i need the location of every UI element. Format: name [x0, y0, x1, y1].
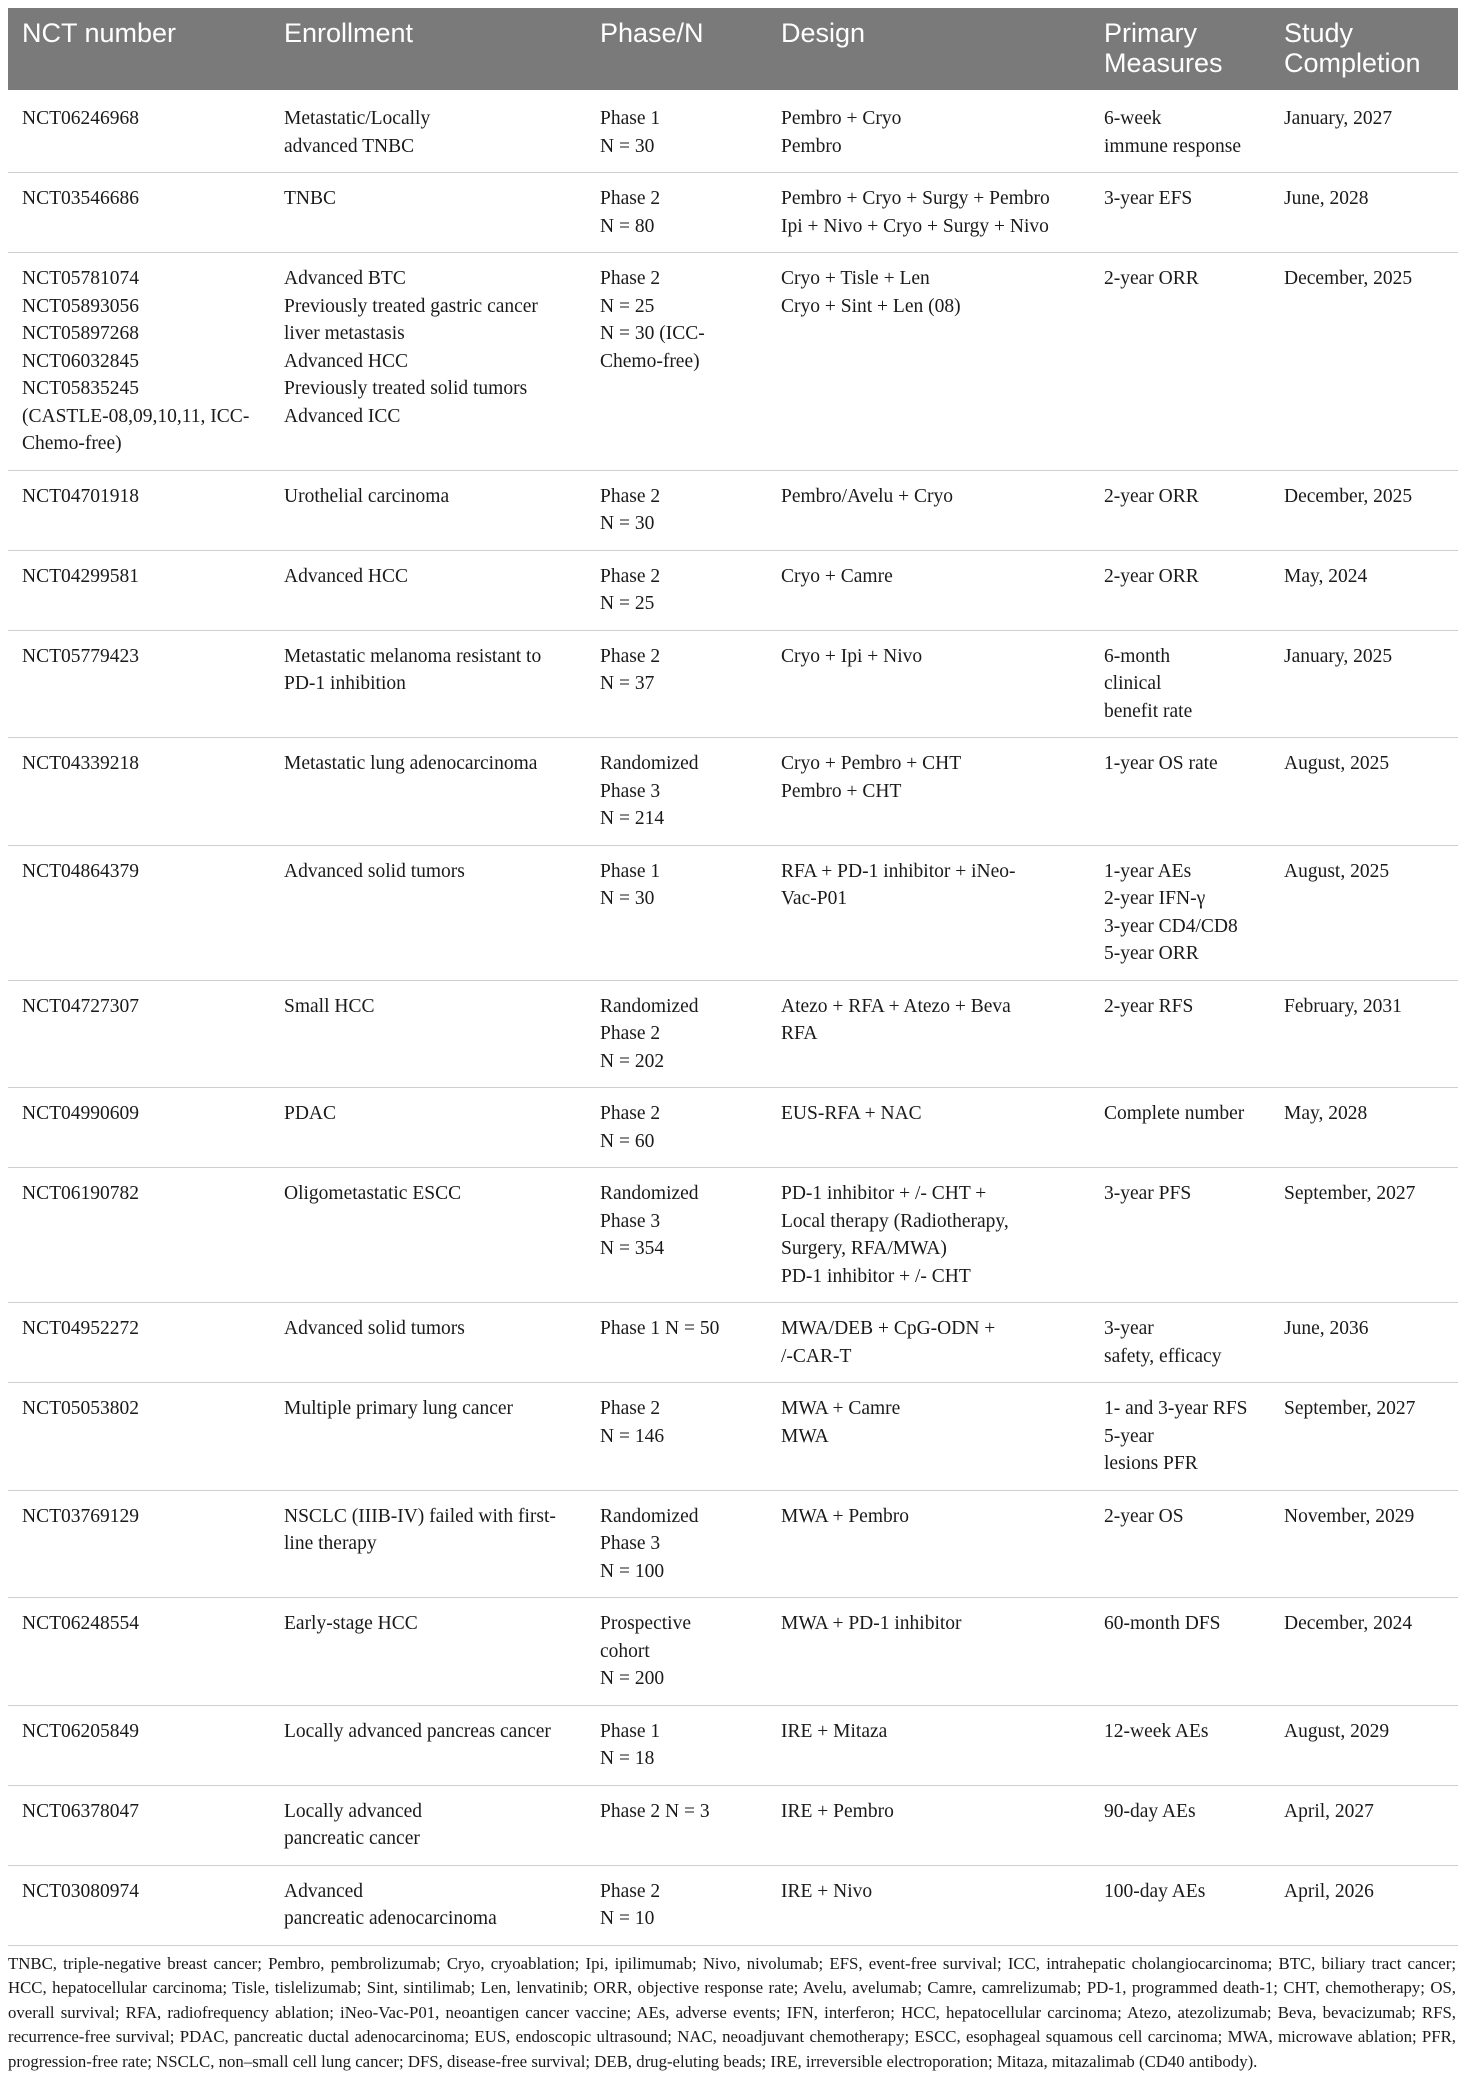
cell-design: IRE + Pembro: [767, 1785, 1090, 1865]
table-row: [8, 1865, 1458, 1945]
cell-enrollment: Advanced solid tumors: [270, 845, 586, 980]
cell-design: MWA + PD-1 inhibitor: [767, 1598, 1090, 1706]
table-row: [8, 1705, 1458, 1785]
cell-nct-number: NCT03546686: [8, 173, 270, 253]
cell-study-completion: June, 2028: [1270, 173, 1458, 253]
table-row: [8, 90, 1458, 173]
cell-phase-n: Phase 2 N = 30: [586, 470, 767, 550]
table-header-row: [8, 8, 1458, 90]
cell-nct-number: NCT05779423: [8, 630, 270, 738]
cell-phase-n: Phase 2 N = 10: [586, 1865, 767, 1945]
cell-enrollment: TNBC: [270, 173, 586, 253]
cell-design: MWA + Pembro: [767, 1490, 1090, 1598]
table-row: [8, 1303, 1458, 1383]
cell-nct-number: NCT04727307: [8, 980, 270, 1088]
cell-nct-number: NCT04864379: [8, 845, 270, 980]
cell-nct-number: NCT06248554: [8, 1598, 270, 1706]
cell-primary-measures: 1-year OS rate: [1090, 738, 1270, 846]
table-body: [8, 90, 1458, 1945]
cell-phase-n: Phase 1 N = 18: [586, 1705, 767, 1785]
cell-phase-n: Phase 2 N = 80: [586, 173, 767, 253]
cell-phase-n: Phase 1 N = 30: [586, 845, 767, 980]
header-primary-measures: Primary Measures: [1090, 8, 1270, 90]
table-row: [8, 1490, 1458, 1598]
cell-nct-number: NCT04299581: [8, 550, 270, 630]
cell-primary-measures: 2-year ORR: [1090, 470, 1270, 550]
cell-primary-measures: 2-year ORR: [1090, 253, 1270, 471]
cell-enrollment: Advanced BTC Previously treated gastric cancer liver metastasis Advanced HCC Previously treated solid tumors Advanced ICC: [270, 253, 586, 471]
cell-nct-number: NCT04990609: [8, 1088, 270, 1168]
cell-primary-measures: 2-year ORR: [1090, 550, 1270, 630]
cell-primary-measures: 100-day AEs: [1090, 1865, 1270, 1945]
header-nct-number: NCT number: [8, 8, 270, 90]
cell-nct-number: NCT05781074 NCT05893056 NCT05897268 NCT06032845 NCT05835245 (CASTLE-08,09,10,11, ICC- Chemo-free): [8, 253, 270, 471]
cell-design: Cryo + Tisle + Len Cryo + Sint + Len (08): [767, 253, 1090, 471]
table-row: [8, 845, 1458, 980]
cell-enrollment: Metastatic melanoma resistant to PD-1 inhibition: [270, 630, 586, 738]
table-row: [8, 253, 1458, 471]
cell-study-completion: November, 2029: [1270, 1490, 1458, 1598]
cell-design: Atezo + RFA + Atezo + Beva RFA: [767, 980, 1090, 1088]
cell-design: Pembro + Cryo Pembro: [767, 90, 1090, 173]
cell-study-completion: August, 2029: [1270, 1705, 1458, 1785]
cell-primary-measures: 6-week immune response: [1090, 90, 1270, 173]
cell-design: Pembro + Cryo + Surgy + Pembro Ipi + Nivo + Cryo + Surgy + Nivo: [767, 173, 1090, 253]
cell-primary-measures: 60-month DFS: [1090, 1598, 1270, 1706]
cell-nct-number: NCT05053802: [8, 1383, 270, 1491]
cell-design: IRE + Mitaza: [767, 1705, 1090, 1785]
cell-primary-measures: 2-year OS: [1090, 1490, 1270, 1598]
cell-nct-number: NCT04339218: [8, 738, 270, 846]
cell-nct-number: NCT06190782: [8, 1168, 270, 1303]
cell-enrollment: NSCLC (IIIB-IV) failed with first- line therapy: [270, 1490, 586, 1598]
cell-design: PD-1 inhibitor + /- CHT + Local therapy (Radiotherapy, Surgery, RFA/MWA) PD-1 inhibitor + /- CHT: [767, 1168, 1090, 1303]
cell-primary-measures: 90-day AEs: [1090, 1785, 1270, 1865]
cell-enrollment: Advanced solid tumors: [270, 1303, 586, 1383]
cell-enrollment: Locally advanced pancreas cancer: [270, 1705, 586, 1785]
cell-study-completion: December, 2025: [1270, 470, 1458, 550]
cell-study-completion: August, 2025: [1270, 738, 1458, 846]
cell-design: Cryo + Camre: [767, 550, 1090, 630]
cell-phase-n: Phase 2 N = 60: [586, 1088, 767, 1168]
cell-enrollment: Advanced pancreatic adenocarcinoma: [270, 1865, 586, 1945]
header-phase-n: Phase/N: [586, 8, 767, 90]
cell-study-completion: April, 2026: [1270, 1865, 1458, 1945]
cell-study-completion: April, 2027: [1270, 1785, 1458, 1865]
cell-phase-n: Randomized Phase 3 N = 100: [586, 1490, 767, 1598]
cell-enrollment: Multiple primary lung cancer: [270, 1383, 586, 1491]
cell-study-completion: December, 2024: [1270, 1598, 1458, 1706]
cell-nct-number: NCT04701918: [8, 470, 270, 550]
cell-enrollment: Urothelial carcinoma: [270, 470, 586, 550]
table-row: [8, 1168, 1458, 1303]
cell-design: Cryo + Pembro + CHT Pembro + CHT: [767, 738, 1090, 846]
clinical-trials-table: [8, 8, 1458, 1946]
cell-design: Pembro/Avelu + Cryo: [767, 470, 1090, 550]
cell-enrollment: Metastatic lung adenocarcinoma: [270, 738, 586, 846]
cell-nct-number: NCT04952272: [8, 1303, 270, 1383]
table-row: [8, 470, 1458, 550]
table-row: [8, 1088, 1458, 1168]
cell-study-completion: January, 2027: [1270, 90, 1458, 173]
cell-enrollment: PDAC: [270, 1088, 586, 1168]
cell-study-completion: December, 2025: [1270, 253, 1458, 471]
table-footnote: TNBC, triple-negative breast cancer; Pembro, pembrolizumab; Cryo, cryoablation; Ipi, ipilimumab; Nivo, nivolumab; EFS, event-free survival; ICC, intrahepatic cholangiocarcinoma; BTC, biliary tract cancer; HCC, hepatocellular carcinoma; Tisle, tislelizumab; Sint, sintilimab; Len, lenvatinib; ORR, objective response rate; Avelu, avelumab; Camre, camrelizumab; PD-1, programmed death-1; CHT, chemotherapy; OS, overall survival; RFA, radiofrequency ablation; iNeo-Vac-P01, neoantigen cancer vaccine; AEs, adverse events; IFN, interferon; HCC, hepatocellular carcinoma; Atezo, atezolizumab; Beva, bevacizumab; RFS, recurrence-free survival; PDAC, pancreatic ductal adenocarcinoma; EUS, endoscopic ultrasound; NAC, neoadjuvant chemotherapy; ESCC, esophageal squamous cell carcinoma; MWA, microwave ablation; PFR, progression-free rate; NSCLC, non–small cell lung cancer; DFS, disease-free survival; DEB, drug-eluting beads; IRE, irreversible electroporation; Mitaza, mitazalimab (CD40 antibody).: [8, 1952, 1456, 2074]
cell-design: MWA/DEB + CpG-ODN + /-CAR-T: [767, 1303, 1090, 1383]
cell-phase-n: Prospective cohort N = 200: [586, 1598, 767, 1706]
cell-primary-measures: 12-week AEs: [1090, 1705, 1270, 1785]
cell-design: EUS-RFA + NAC: [767, 1088, 1090, 1168]
cell-phase-n: Phase 2 N = 37: [586, 630, 767, 738]
cell-enrollment: Small HCC: [270, 980, 586, 1088]
cell-primary-measures: 1-year AEs 2-year IFN-γ 3-year CD4/CD8 5-year ORR: [1090, 845, 1270, 980]
cell-study-completion: January, 2025: [1270, 630, 1458, 738]
table-container: [8, 8, 1458, 2074]
table-row: [8, 980, 1458, 1088]
header-enrollment: Enrollment: [270, 8, 586, 90]
table-row: [8, 1598, 1458, 1706]
header-design: Design: [767, 8, 1090, 90]
cell-enrollment: Metastatic/Locally advanced TNBC: [270, 90, 586, 173]
cell-nct-number: NCT06205849: [8, 1705, 270, 1785]
cell-primary-measures: 1- and 3-year RFS 5-year lesions PFR: [1090, 1383, 1270, 1491]
cell-enrollment: Early-stage HCC: [270, 1598, 586, 1706]
cell-enrollment: Oligometastatic ESCC: [270, 1168, 586, 1303]
cell-study-completion: August, 2025: [1270, 845, 1458, 980]
cell-phase-n: Phase 2 N = 146: [586, 1383, 767, 1491]
cell-phase-n: Phase 1 N = 30: [586, 90, 767, 173]
cell-study-completion: February, 2031: [1270, 980, 1458, 1088]
cell-design: IRE + Nivo: [767, 1865, 1090, 1945]
cell-nct-number: NCT06378047: [8, 1785, 270, 1865]
cell-study-completion: May, 2024: [1270, 550, 1458, 630]
cell-primary-measures: 6-month clinical benefit rate: [1090, 630, 1270, 738]
header-study-completion: Study Completion: [1270, 8, 1458, 90]
table-row: [8, 173, 1458, 253]
cell-study-completion: September, 2027: [1270, 1168, 1458, 1303]
cell-study-completion: June, 2036: [1270, 1303, 1458, 1383]
cell-primary-measures: 3-year EFS: [1090, 173, 1270, 253]
cell-phase-n: Phase 2 N = 3: [586, 1785, 767, 1865]
cell-primary-measures: Complete number: [1090, 1088, 1270, 1168]
cell-primary-measures: 3-year safety, efficacy: [1090, 1303, 1270, 1383]
cell-design: Cryo + Ipi + Nivo: [767, 630, 1090, 738]
cell-phase-n: Randomized Phase 3 N = 214: [586, 738, 767, 846]
cell-study-completion: May, 2028: [1270, 1088, 1458, 1168]
cell-nct-number: NCT03080974: [8, 1865, 270, 1945]
table-row: [8, 1785, 1458, 1865]
cell-primary-measures: 2-year RFS: [1090, 980, 1270, 1088]
cell-nct-number: NCT06246968: [8, 90, 270, 173]
table-row: [8, 738, 1458, 846]
cell-enrollment: Locally advanced pancreatic cancer: [270, 1785, 586, 1865]
table-row: [8, 550, 1458, 630]
cell-phase-n: Phase 1 N = 50: [586, 1303, 767, 1383]
cell-phase-n: Phase 2 N = 25: [586, 550, 767, 630]
cell-design: MWA + Camre MWA: [767, 1383, 1090, 1491]
cell-nct-number: NCT03769129: [8, 1490, 270, 1598]
cell-phase-n: Randomized Phase 3 N = 354: [586, 1168, 767, 1303]
cell-primary-measures: 3-year PFS: [1090, 1168, 1270, 1303]
cell-enrollment: Advanced HCC: [270, 550, 586, 630]
cell-design: RFA + PD-1 inhibitor + iNeo- Vac-P01: [767, 845, 1090, 980]
table-row: [8, 630, 1458, 738]
cell-phase-n: Randomized Phase 2 N = 202: [586, 980, 767, 1088]
table-row: [8, 1383, 1458, 1491]
cell-study-completion: September, 2027: [1270, 1383, 1458, 1491]
cell-phase-n: Phase 2 N = 25 N = 30 (ICC- Chemo-free): [586, 253, 767, 471]
